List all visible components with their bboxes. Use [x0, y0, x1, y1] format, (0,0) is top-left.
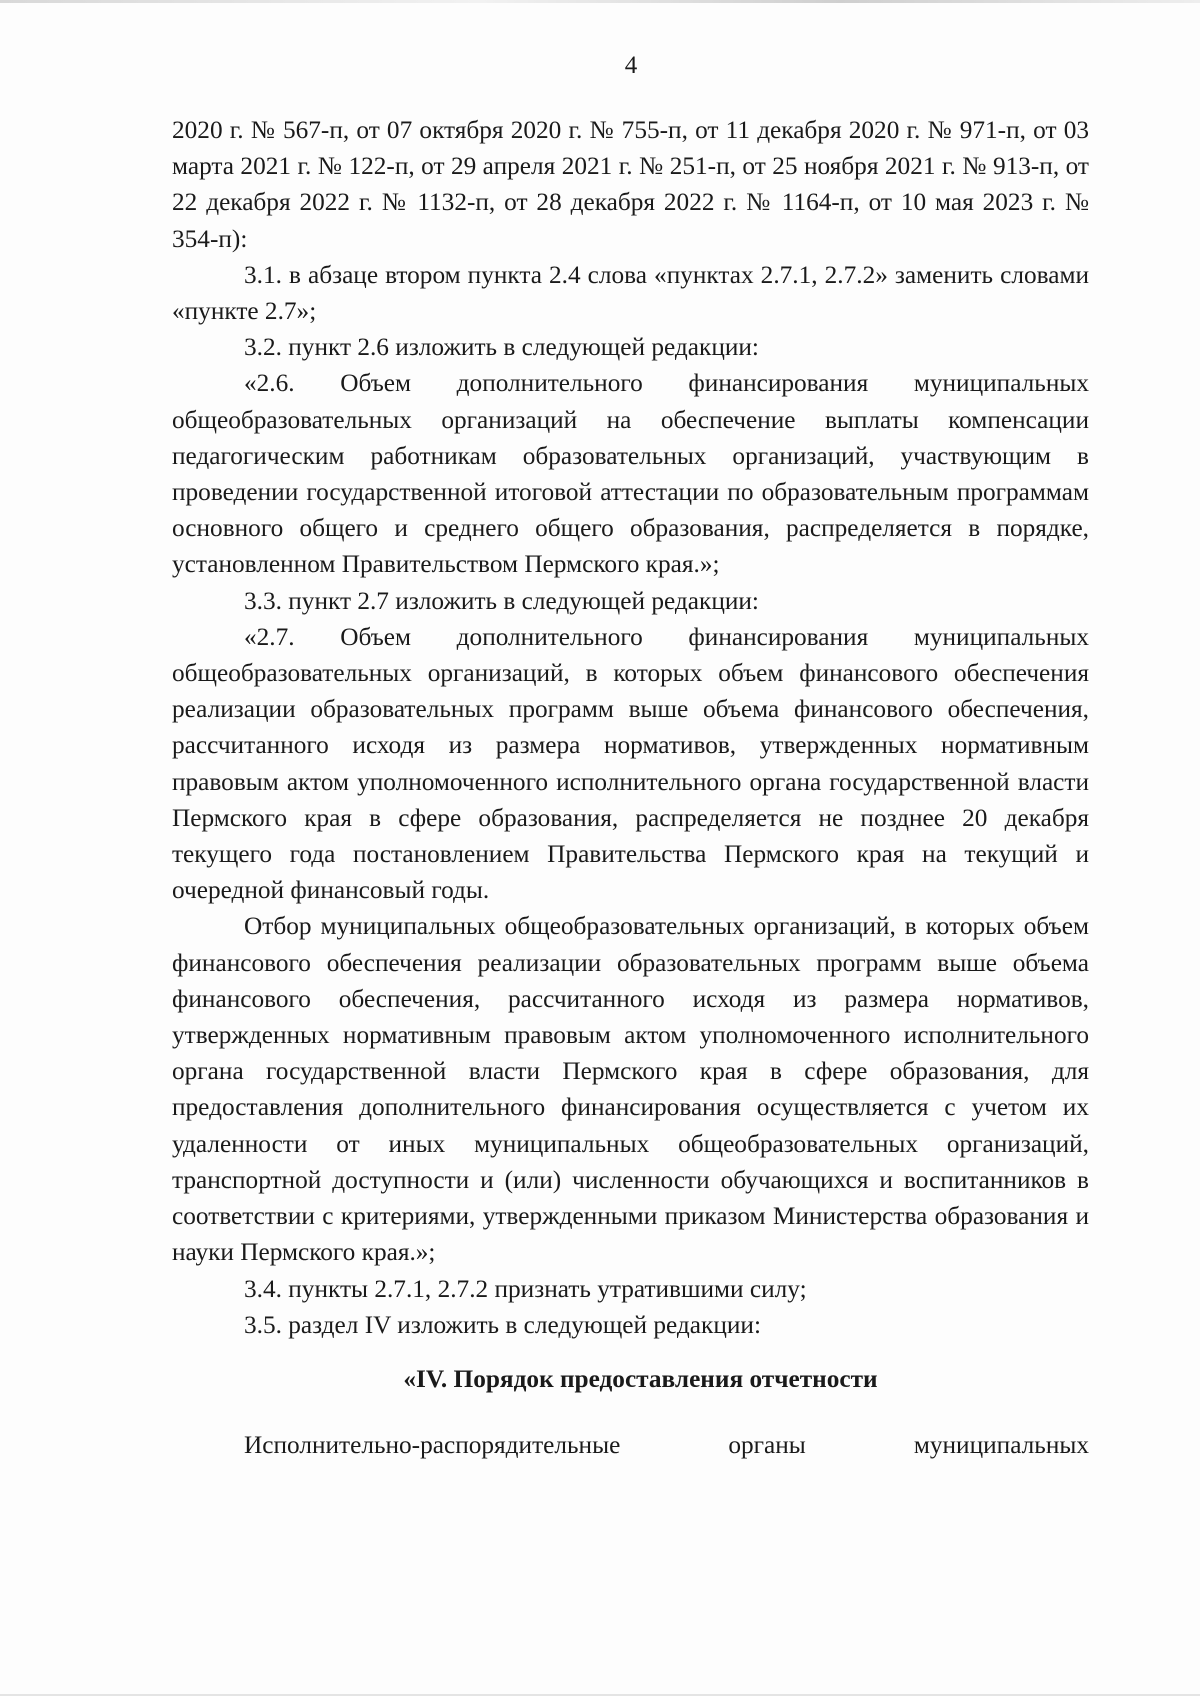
paragraph-3-4: 3.4. пункты 2.7.1, 2.7.2 признать утратившими силу;	[244, 1274, 807, 1303]
paragraph-2-6-text: «2.6. Объем дополнительного финансирования муниципальных общеобразовательных организаций на обеспечение выплаты компенсации педагогическим работникам образовательных организаций, участвующим в проведении государственной итоговой аттестации по образовательным программам основного общего и среднего общего образования, распределяется в порядке, установленном Правительством Пермского края.»;	[172, 369, 1089, 579]
paragraph-3-5: 3.5. раздел IV изложить в следующей редакции:	[244, 1310, 761, 1339]
paragraph-3-3: 3.3. пункт 2.7 изложить в следующей редакции:	[244, 586, 759, 615]
paragraph-3-2: 3.2. пункт 2.6 изложить в следующей редакции:	[244, 333, 759, 362]
paragraph-section-iv-start: Исполнительно-распорядительные органы муниципальных	[244, 1431, 1089, 1460]
paragraph-2-7-text: «2.7. Объем дополнительного финансирования муниципальных общеобразовательных организаций, в которых объем финансового обеспечения реализации образовательных программ выше объема финансового обеспечения, рассчитанного исходя из размера нормативов, утвержденных нормативным правовым актом уполномоченного исполнительного органа государственной власти Пермского края в сфере образования, распределяется не позднее 20 декабря текущего года постановлением Правительства Пермского края на текущий и очередной финансовый годы.	[172, 622, 1089, 905]
scan-edge-top	[0, 0, 1200, 3]
paragraph-selection-text: Отбор муниципальных общеобразовательных организаций, в которых объем финансового обеспечения реализации образовательных программ выше объема финансового обеспечения, рассчитанного исходя из размера нормативов, утвержденных нормативным правовым актом уполномоченного исполнительного органа государственной власти Пермского края в сфере образования, для предоставления дополнительного финансирования осуществляется с учетом их удаленности от иных муниципальных общеобразовательных организаций, транспортной доступности и (или) численности обучающихся и воспитанников в соответствии с критериями, утвержденными приказом Министерства образования и науки Пермского края.»;	[172, 912, 1089, 1267]
paragraph-3-1: 3.1. в абзаце втором пункта 2.4 слова «пунктах 2.7.1, 2.7.2» заменить словами «пункте 2.7»;	[172, 260, 1089, 326]
paragraph-amendments-list: 2020 г. № 567-п, от 07 октября 2020 г. № 755-п, от 11 декабря 2020 г. № 971-п, от 03 марта 2021 г. № 122-п, от 29 апреля 2021 г. № 251-п, от 25 ноября 2021 г. № 913-п, от 22 декабря 2022 г. № 1132-п, от 28 декабря 2022 г. № 1164-п, от 10 мая 2023 г. № 354-п):	[172, 116, 1089, 253]
page-number: 4	[624, 52, 638, 79]
section-heading: «IV. Порядок предоставления отчетности	[403, 1364, 878, 1393]
document-body	[172, 112, 1089, 1463]
